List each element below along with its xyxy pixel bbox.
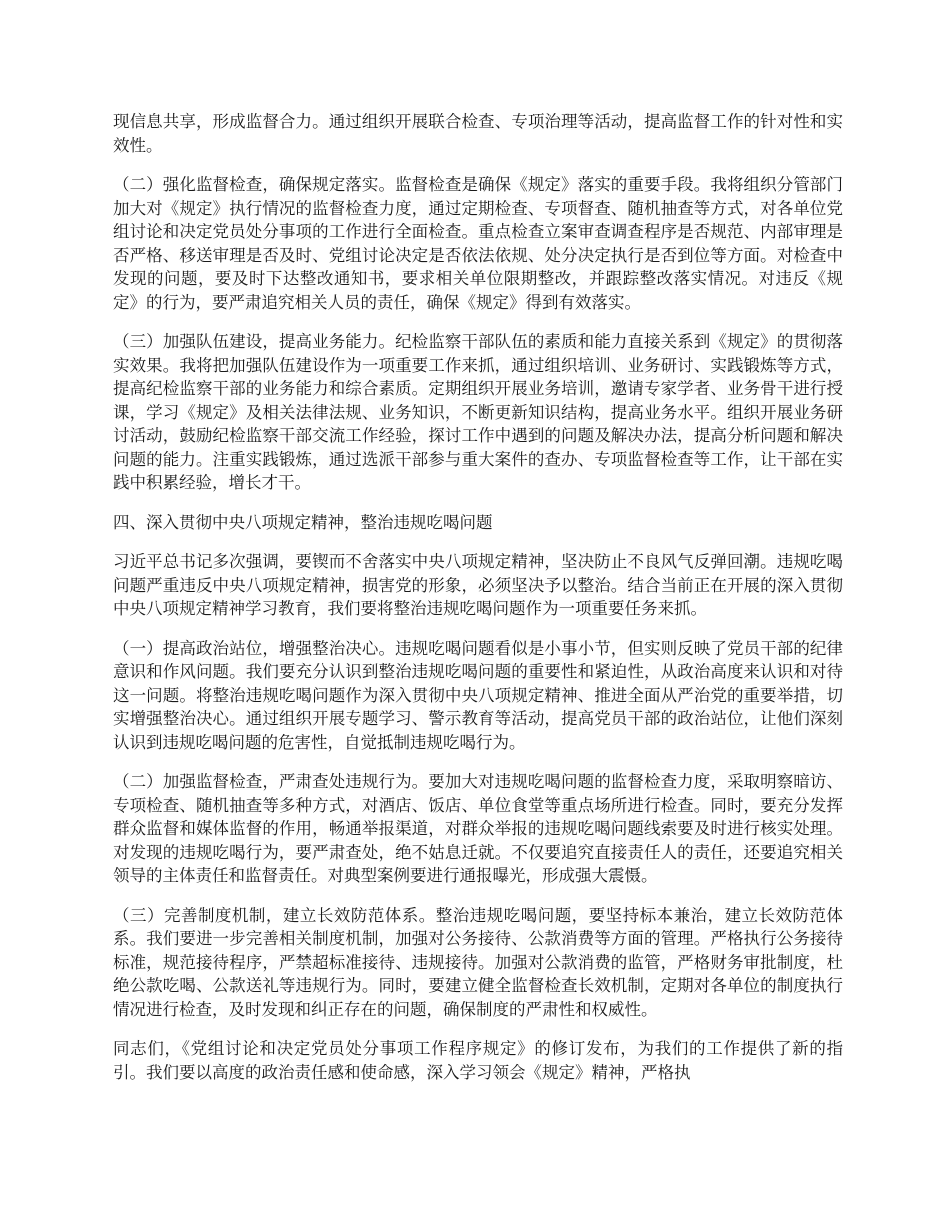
document-body (113, 110, 843, 1100)
paragraph-institutional-mechanism: （三）完善制度机制，建立长效防范体系。整治违规吃喝问题，要坚持标本兼治，建立长效防范体系。我们要进一步完善相关制度机制，加强对公务接待、公款消费等方面的管理。严格执行公务接待标准，规范接待程序，严禁超标准接待、违规接待。加强对公款消费的监管，严格财务审批制度，杜绝公款吃喝、公款送礼等违规行为。同时，要建立健全监督检查长效机制，定期对各单位的制度执行情况进行检查，及时发现和纠正存在的问题，确保制度的严肃性和权威性。 (113, 905, 843, 1019)
paragraph-political-standing: （一）提高政治站位，增强整治决心。违规吃喝问题看似是小事小节，但实则反映了党员干部的纪律意识和作风问题。我们要充分认识到整治违规吃喝问题的重要性和紧迫性，从政治高度来认识和对待这一问题。将整治违规吃喝问题作为深入贯彻中央八项规定精神、推进全面从严治党的重要举措，切实增强整治决心。通过组织开展专题学习、警示教育等活动，提高党员干部的政治站位，让他们深刻认识到违规吃喝问题的危害性，自觉抵制违规吃喝行为。 (113, 638, 843, 752)
paragraph-team-building: （三）加强队伍建设，提高业务能力。纪检监察干部队伍的素质和能力直接关系到《规定》的贯彻落实效果。我将把加强队伍建设作为一项重要工作来抓，通过组织培训、业务研讨、实践锻炼等方式，提高纪检监察干部的业务能力和综合素质。定期组织开展业务培训，邀请专家学者、业务骨干进行授课，学习《规定》及相关法律法规、业务知识，不断更新知识结构，提高业务水平。组织开展业务研讨活动，鼓励纪检监察干部交流工作经验，探讨工作中遇到的问题及解决办法，提高分析问题和解决问题的能力。注重实践锻炼，通过选派干部参与重大案件的查办、专项监督检查等工作，让干部在实践中积累经验，增长才干。 (113, 332, 843, 492)
paragraph-strengthen-inspection: （二）强化监督检查，确保规定落实。监督检查是确保《规定》落实的重要手段。我将组织分管部门加大对《规定》执行情况的监督检查力度，通过定期检查、专项督查、随机抽查等方式，对各单位党组讨论和决定党员处分事项的工作进行全面检查。重点检查立案审查调查程序是否规范、内部审理是否严格、移送审理是否及时、党组讨论决定是否依法依规、处分决定执行是否到位等方面。对检查中发现的问题，要及时下达整改通知书，要求相关单位限期整改，并跟踪整改落实情况。对违反《规定》的行为，要严肃追究相关人员的责任，确保《规定》得到有效落实。 (113, 175, 843, 312)
paragraph-joint-supervision: 现信息共享，形成监督合力。通过组织开展联合检查、专项治理等活动，提高监督工作的针对性和实效性。 (113, 112, 843, 155)
paragraph-supervision-punishment: （二）加强监督检查，严肃查处违规行为。要加大对违规吃喝问题的监督检查力度，采取明察暗访、专项检查、随机抽查等多种方式，对酒店、饭店、单位食堂等重点场所进行检查。同时，要充分发挥群众监督和媒体监督的作用，畅通举报渠道，对群众举报的违规吃喝问题线索要及时进行核实处理。对发现的违规吃喝行为，要严肃查处，绝不姑息迁就。不仅要追究直接责任人的责任，还要追究相关领导的主体责任和监督责任。对典型案例要进行通报曝光，形成强大震慑。 (113, 772, 843, 885)
paragraph-intro-dining-rectification: 习近平总书记多次强调，要锲而不舍落实中央八项规定精神，坚决防止不良风气反弹回潮。违规吃喝问题严重违反中央八项规定精神，损害党的形象，必须坚决予以整治。结合当前正在开展的深入贯彻中央八项规定精神学习教育，我们要将整治违规吃喝问题作为一项重要任务来抓。 (113, 552, 843, 618)
section-heading-four: 四、深入贯彻中央八项规定精神，整治违规吃喝问题 (113, 512, 493, 532)
paragraph-closing: 同志们，《党组讨论和决定党员处分事项工作程序规定》的修订发布，为我们的工作提供了新的指引。我们要以高度的政治责任感和使命感，深入学习领会《规定》精神，严格执 (113, 1039, 843, 1082)
